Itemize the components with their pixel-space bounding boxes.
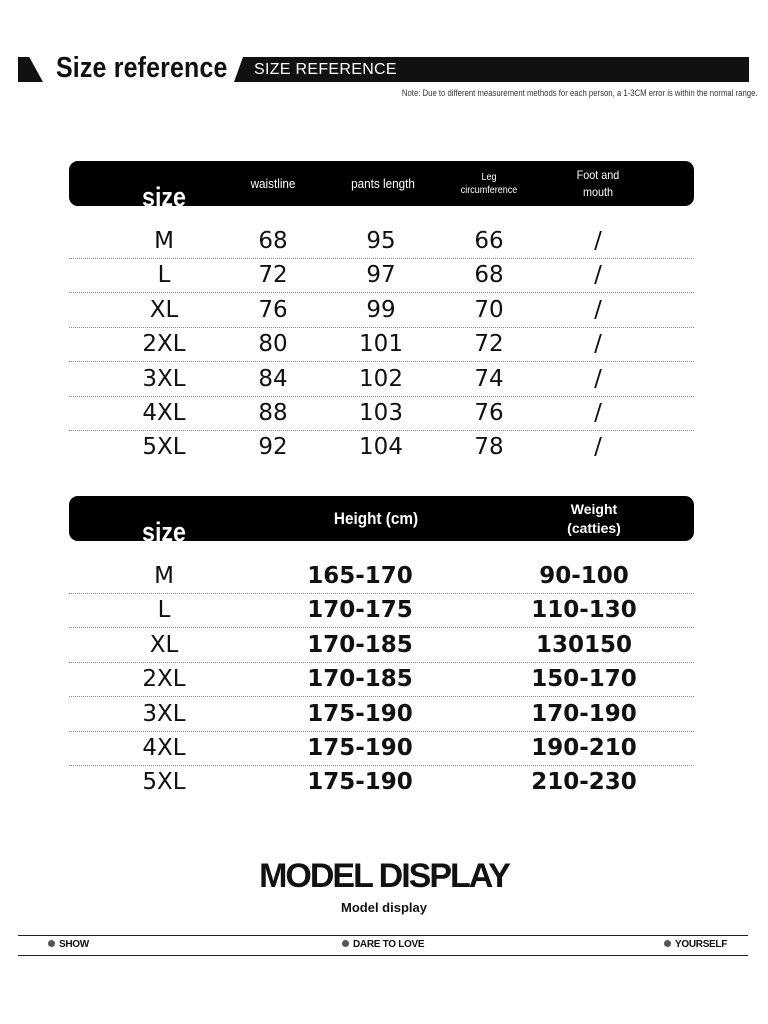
table-cell: 78 (474, 434, 504, 461)
table-cell: 190-210 (531, 735, 637, 761)
table-cell: 72 (474, 331, 504, 358)
header-mark-icon (18, 57, 43, 82)
table-cell: 130150 (535, 631, 633, 658)
footer-bottom-rule (18, 955, 748, 956)
footer-item-label: YOURSELF (675, 939, 728, 950)
table-row (69, 327, 694, 362)
table1-header-size: size (142, 182, 186, 212)
model-display-title: MODEL DISPLAY (259, 857, 509, 895)
table2-header-weight (567, 496, 621, 541)
table-cell: 150-170 (531, 666, 637, 693)
table-cell: 84 (258, 365, 288, 392)
table-cell: 88 (258, 400, 288, 426)
table-row (69, 765, 694, 799)
size-cell: 4XL (142, 400, 186, 426)
table-cell: 99 (366, 296, 396, 323)
table-row (69, 697, 694, 732)
table-cell: 68 (474, 262, 504, 289)
size-cell: 2XL (142, 666, 186, 693)
table-cell: 90-100 (539, 563, 629, 589)
table-row (69, 362, 694, 397)
table-cell: 170-185 (307, 666, 413, 693)
table-cell: 104 (359, 434, 403, 461)
table2-header-size: size (142, 517, 186, 547)
table-cell: 92 (258, 434, 288, 461)
table-cell: 74 (474, 365, 504, 392)
size-cell: L (157, 262, 171, 289)
table-row (69, 662, 694, 697)
bullet-icon (342, 940, 349, 947)
table-row (69, 628, 694, 663)
size-cell: 5XL (142, 769, 186, 796)
table-cell: / (594, 400, 602, 426)
table-row (69, 559, 694, 594)
table1-header-foot-line1: Foot and (576, 167, 620, 182)
table-cell: / (594, 331, 602, 358)
table-cell: 97 (366, 262, 396, 289)
table2-header (69, 496, 694, 547)
table-cell: 175-190 (307, 700, 413, 727)
table1-header-foot-line2: mouth (582, 184, 614, 199)
table2-header-height: Height (cm) (333, 508, 419, 528)
size-cell: 5XL (142, 434, 186, 461)
table-cell: 165-170 (307, 563, 413, 589)
table-cell: / (594, 434, 602, 461)
table1-header-foot (577, 161, 620, 206)
table-cell: 170-190 (531, 700, 637, 727)
table1-header-leg (461, 161, 518, 206)
table-row (69, 258, 694, 293)
footer-item-show (48, 936, 89, 954)
size-cell: M (154, 563, 174, 589)
size-cell: 3XL (142, 700, 186, 727)
table-cell: 95 (366, 228, 396, 254)
table-cell: 103 (359, 400, 403, 426)
bullet-icon (48, 940, 55, 947)
footer-item-dare-to-love (342, 936, 424, 954)
size-cell: L (157, 597, 171, 624)
table-row (69, 224, 694, 259)
table-cell: 102 (359, 365, 403, 392)
table-cell: 170-175 (307, 597, 413, 624)
table1-header-leg-line1: Leg (481, 171, 497, 183)
model-display-subtitle: Model display (341, 900, 427, 915)
table-cell: 101 (359, 331, 403, 358)
footer-item-label: SHOW (59, 939, 89, 950)
table-cell: 110-130 (531, 597, 637, 624)
table-row (69, 593, 694, 628)
table-cell: 72 (258, 262, 288, 289)
table1-header-waistline: waistline (250, 176, 296, 191)
page-title: Size reference (56, 52, 228, 84)
table1-header-leg-line2: circumference (460, 184, 518, 196)
footer-item-yourself (664, 936, 727, 954)
bullet-icon (664, 940, 671, 947)
table-cell: 175-190 (307, 769, 413, 796)
table-cell: 80 (258, 331, 288, 358)
table1-header-pants-length: pants length (351, 176, 415, 191)
size-cell: M (154, 228, 174, 254)
table-row (69, 731, 694, 766)
table-cell: 70 (474, 296, 504, 323)
size-cell: 4XL (142, 735, 186, 761)
table-cell: 175-190 (307, 735, 413, 761)
table-cell: 210-230 (531, 769, 637, 796)
table2-header-weight-line2: (catties) (567, 519, 621, 536)
size-cell: 2XL (142, 331, 186, 358)
table-row (69, 396, 694, 431)
table2-header-weight-line1: Weight (570, 500, 618, 517)
table-cell: 76 (258, 296, 288, 323)
footer-item-label: DARE TO LOVE (353, 939, 425, 950)
size-cell: 3XL (142, 365, 186, 392)
table1-header (69, 161, 694, 212)
table-cell: / (594, 262, 602, 289)
table-cell: / (594, 296, 602, 323)
size-cell: XL (149, 296, 179, 323)
header-bar-label: SIZE REFERENCE (254, 61, 397, 78)
table-cell: 68 (258, 228, 288, 254)
table-row (69, 430, 694, 464)
table-cell: 170-185 (307, 631, 413, 658)
table-cell: / (594, 365, 602, 392)
measurement-note: Note: Due to different measurement methods for each person, a 1-3CM error is within the normal range. (402, 88, 758, 98)
table-cell: / (594, 228, 602, 254)
size-cell: XL (149, 631, 179, 658)
table-row (69, 293, 694, 328)
table-cell: 66 (474, 228, 504, 254)
table-cell: 76 (474, 400, 504, 426)
